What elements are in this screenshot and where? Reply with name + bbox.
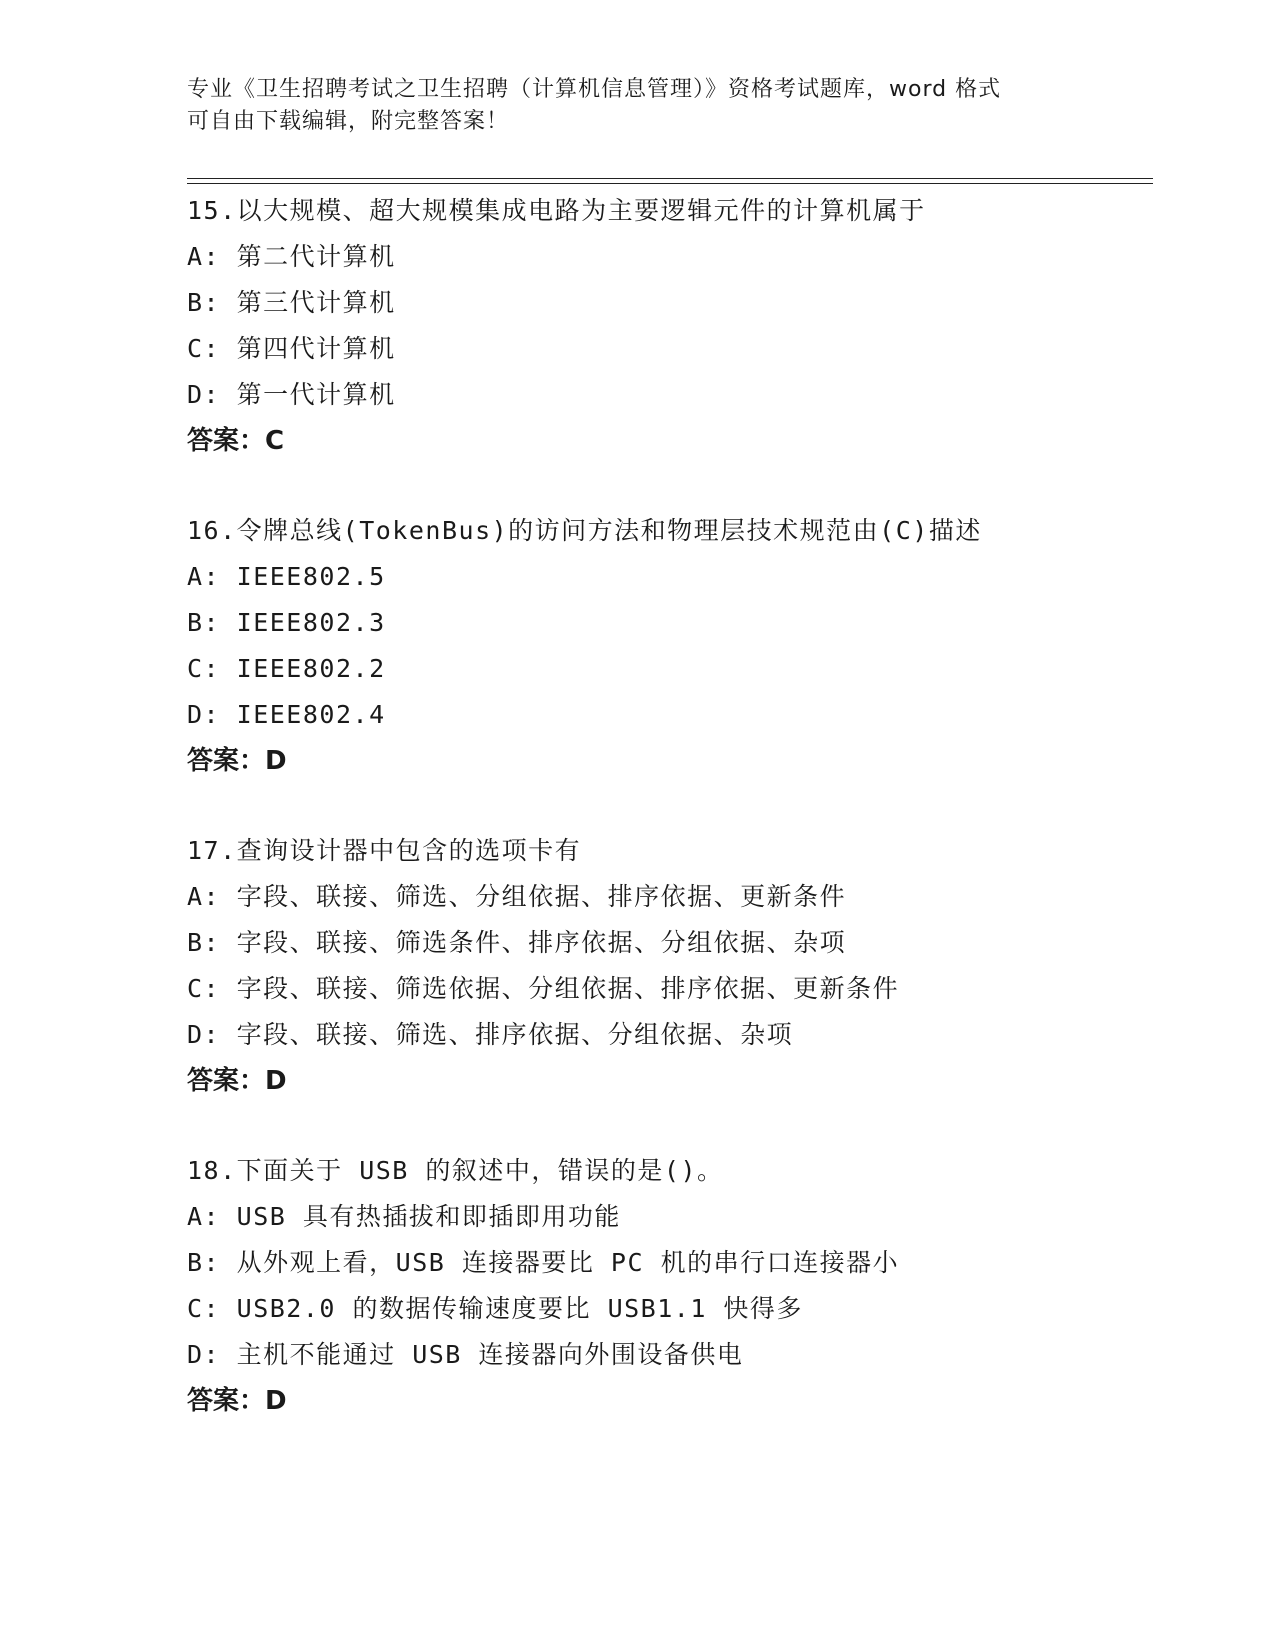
question-stem: 17.查询设计器中包含的选项卡有 (187, 836, 582, 865)
option-b: B: 字段、联接、筛选条件、排序依据、分组依据、杂项 (187, 928, 847, 957)
question-18 (187, 1148, 1167, 1424)
option-a: A: 字段、联接、筛选、分组依据、排序依据、更新条件 (187, 882, 847, 911)
option-a: A: USB 具有热插拔和即插即用功能 (187, 1202, 621, 1231)
question-stem: 16.令牌总线(TokenBus)的访问方法和物理层技术规范由(C)描述 (187, 516, 982, 545)
option-b: B: 从外观上看，USB 连接器要比 PC 机的串行口连接器小 (187, 1248, 900, 1277)
question-list (187, 188, 1167, 1468)
question-stem: 18.下面关于 USB 的叙述中，错误的是()。 (187, 1156, 724, 1185)
question-stem: 15.以大规模、超大规模集成电路为主要逻辑元件的计算机属于 (187, 196, 926, 225)
option-d: D: IEEE802.4 (187, 700, 386, 729)
option-c: C: USB2.0 的数据传输速度要比 USB1.1 快得多 (187, 1294, 803, 1323)
option-b: B: 第三代计算机 (187, 288, 396, 317)
header-divider-bottom (187, 183, 1153, 184)
document-header (187, 74, 1107, 138)
option-d: D: 主机不能通过 USB 连接器向外围设备供电 (187, 1340, 744, 1369)
header-divider-top (187, 178, 1153, 179)
option-d: D: 第一代计算机 (187, 380, 396, 409)
answer-line: 答案：D (187, 1066, 287, 1096)
question-16 (187, 508, 1167, 784)
answer-line: 答案：D (187, 1386, 287, 1416)
question-17 (187, 828, 1167, 1104)
question-15 (187, 188, 1167, 464)
header-line-1: 专业《卫生招聘考试之卫生招聘（计算机信息管理）》资格考试题库，word 格式 (187, 77, 1002, 102)
option-c: C: 字段、联接、筛选依据、分组依据、排序依据、更新条件 (187, 974, 900, 1003)
option-a: A: IEEE802.5 (187, 562, 386, 591)
option-d: D: 字段、联接、筛选、排序依据、分组依据、杂项 (187, 1020, 794, 1049)
option-c: C: IEEE802.2 (187, 654, 386, 683)
header-line-2: 可自由下载编辑，附完整答案！ (187, 109, 510, 134)
option-c: C: 第四代计算机 (187, 334, 396, 363)
answer-line: 答案：D (187, 746, 287, 776)
option-a: A: 第二代计算机 (187, 242, 396, 271)
option-b: B: IEEE802.3 (187, 608, 386, 637)
answer-line: 答案：C (187, 426, 285, 456)
